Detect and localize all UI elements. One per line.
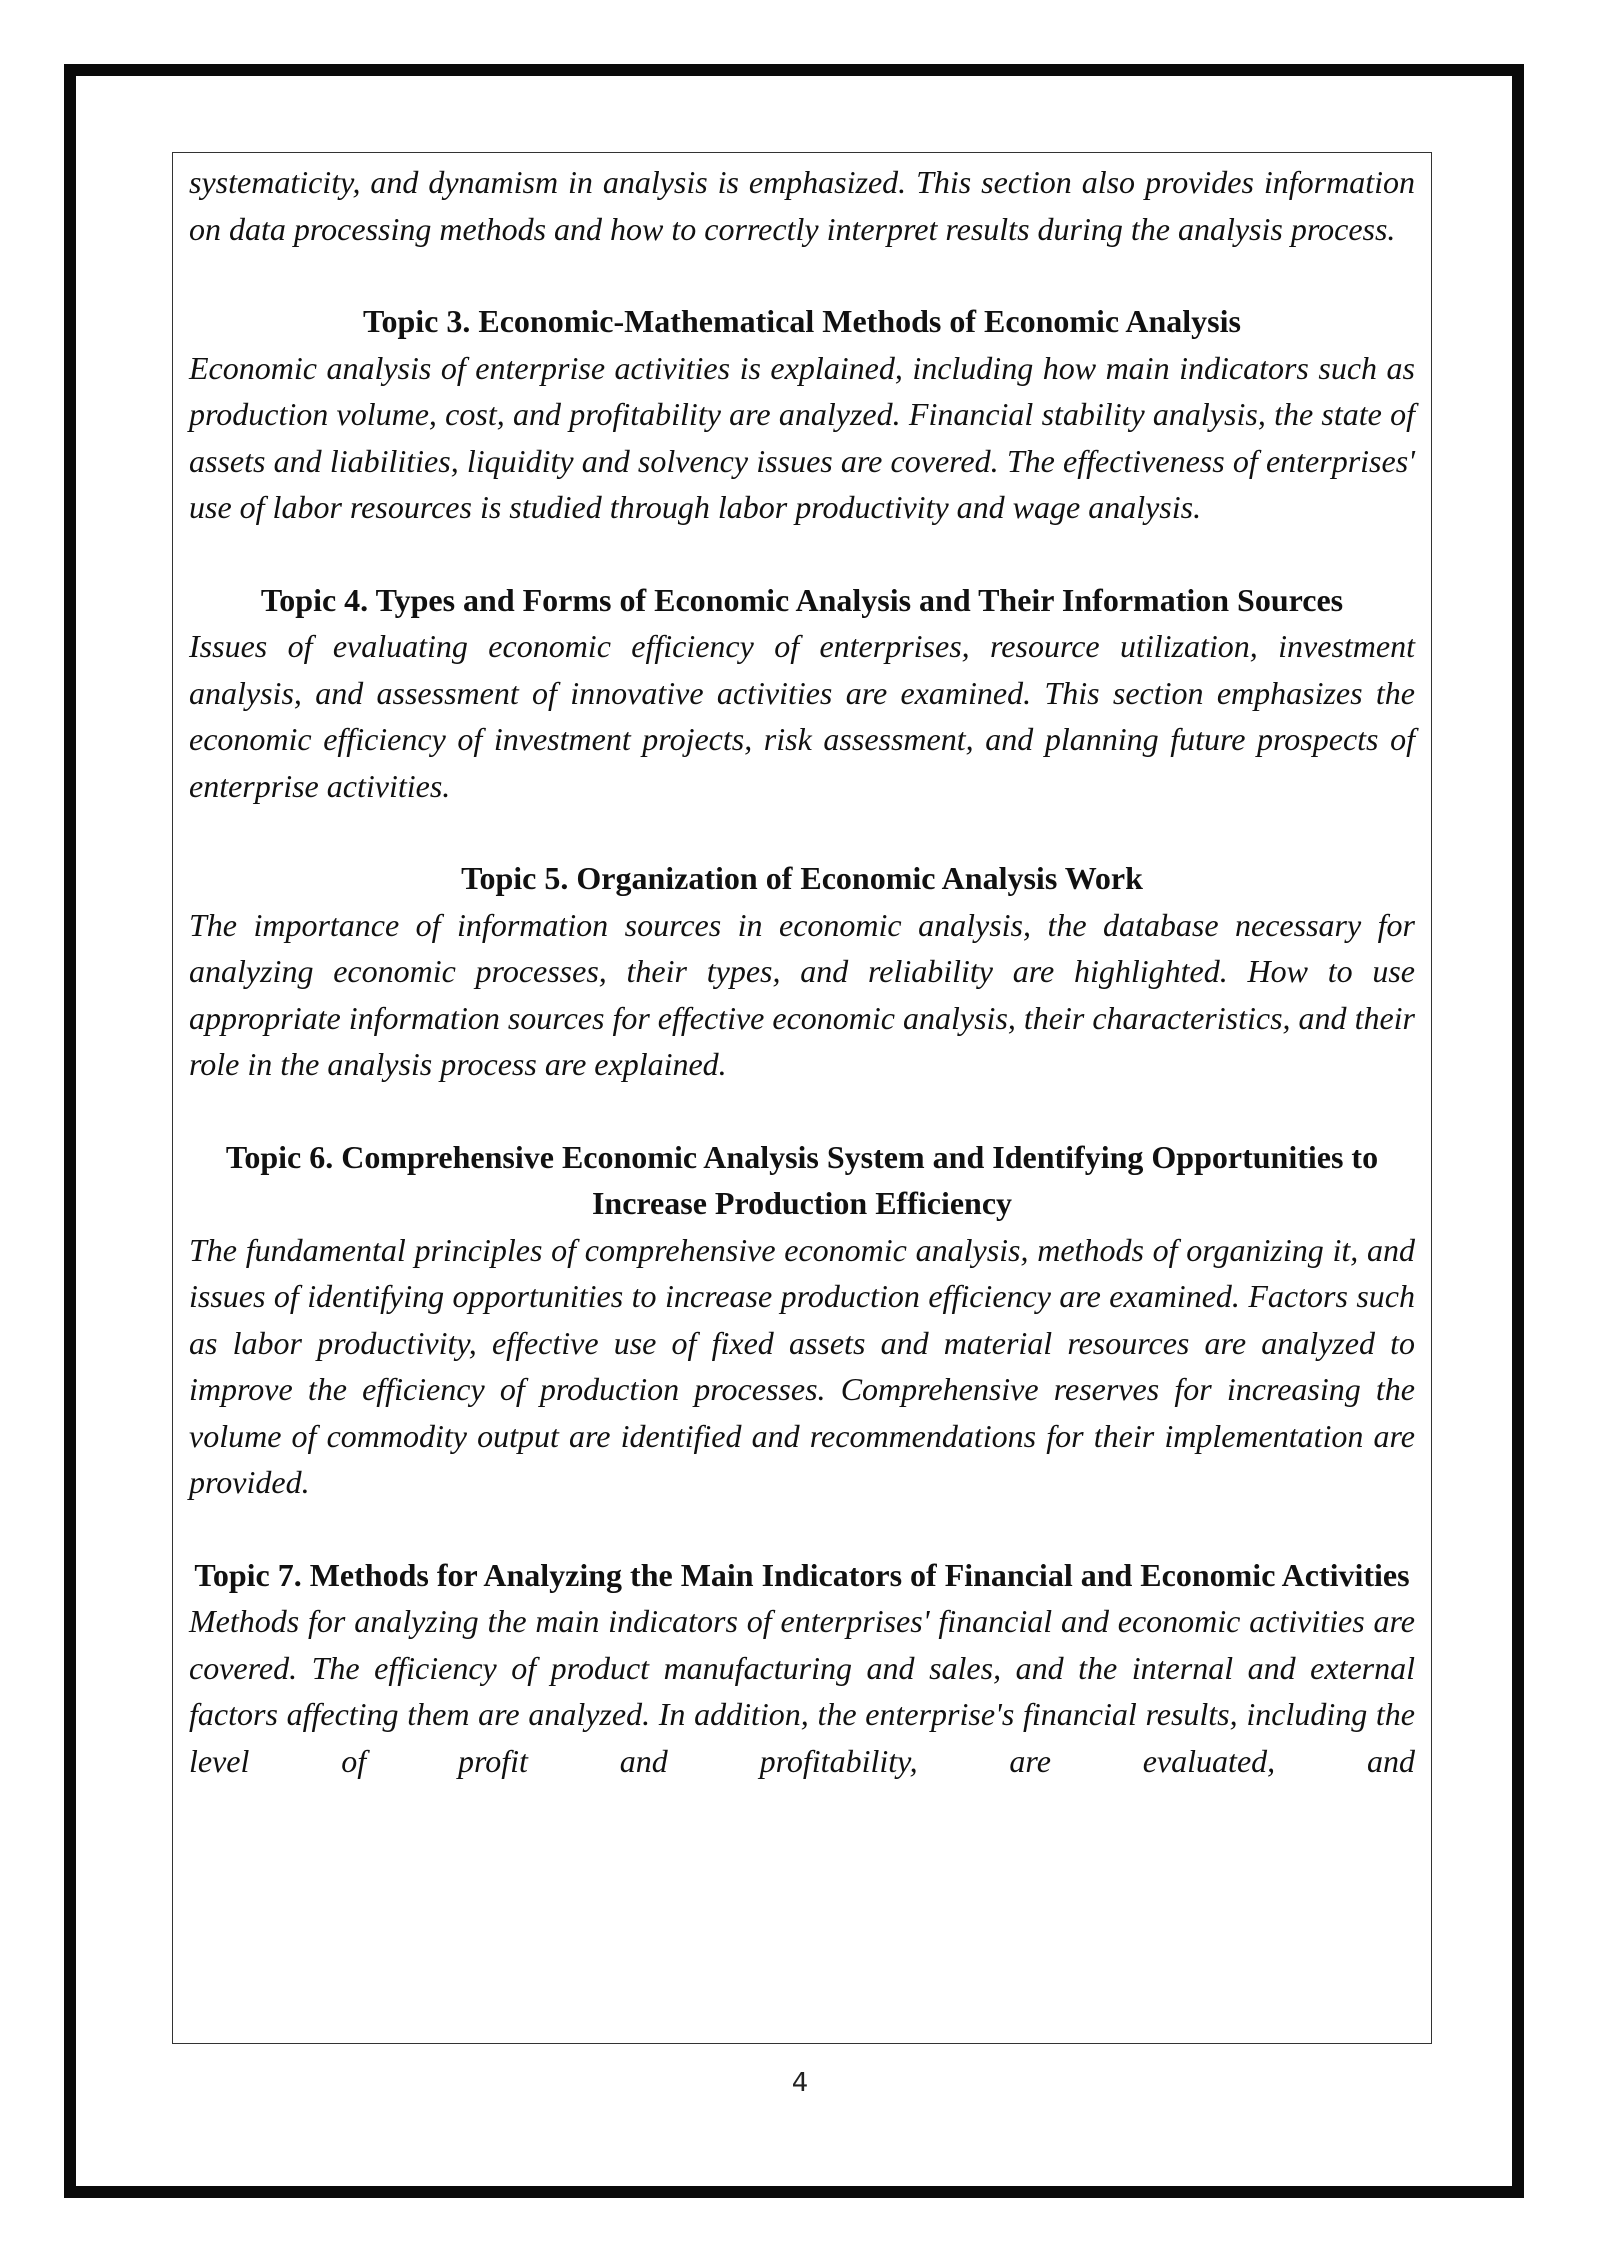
topic-body: The importance of information sources in economic analysis, the database necessary for analyzing economic processes, their types, and reliability are highlighted. How to use appropriate information sources for effective economic analysis, their characteristics, and their role in the analysis process are explained. — [189, 906, 1415, 1082]
topic-title: Topic 7. Methods for Analyzing the Main Indicators of Financial and Economic Activities — [194, 1556, 1410, 1593]
page-number: 4 — [791, 2068, 809, 2098]
topic-title: Topic 4. Types and Forms of Economic Analysis and Their Information Sources — [260, 581, 1344, 618]
intro-paragraph: systematicity, and dynamism in analysis is emphasized. This section also provides information on data processing methods and how to correctly interpret results during the analysis process. — [189, 164, 1415, 247]
topic-section-5 — [189, 855, 1415, 1088]
topic-body: Issues of evaluating economic efficiency of enterprises, resource utilization, investment analysis, and assessment of innovative activities are examined. This section emphasizes the economic efficiency of investment projects, risk assessment, and planning future prospects of enterprise activities. — [189, 628, 1415, 804]
topic-body: The fundamental principles of comprehensive economic analysis, methods of organizing it, and issues of identifying opportunities to increase production efficiency are examined. Factors such as labor productivity, effective use of fixed assets and material resources are analyzed to improve the efficiency of production processes. Comprehensive reserves for increasing the volume of commodity output are identified and recommendations for their implementation are provided. — [189, 1231, 1415, 1500]
topic-title: Topic 6. Comprehensive Economic Analysis System and Identifying Opportunities to Increase Production Efficiency — [225, 1138, 1379, 1221]
topic-body: Methods for analyzing the main indicators of enterprises' financial and economic activities are covered. The efficiency of product manufacturing and sales, and the internal and external factors affecting them are analyzed. In addition, the enterprise's financial results, including the level of profit and profitability, are evaluated, and — [189, 1603, 1415, 1779]
content-box — [172, 152, 1432, 2044]
topic-section-6 — [189, 1134, 1415, 1506]
topic-body: Economic analysis of enterprise activities is explained, including how main indicators such as production volume, cost, and profitability are analyzed. Financial stability analysis, the state of assets and liabilities, liquidity and solvency issues are covered. The effectiveness of enterprises' use of labor resources is studied through labor productivity and wage analysis. — [189, 349, 1415, 525]
topic-title: Topic 5. Organization of Economic Analysis Work — [461, 860, 1143, 896]
topic-title: Topic 3. Economic-Mathematical Methods of Economic Analysis — [363, 303, 1241, 339]
topic-section-7 — [189, 1552, 1415, 1785]
topic-section-3 — [189, 298, 1415, 531]
topic-section-4 — [189, 577, 1415, 810]
